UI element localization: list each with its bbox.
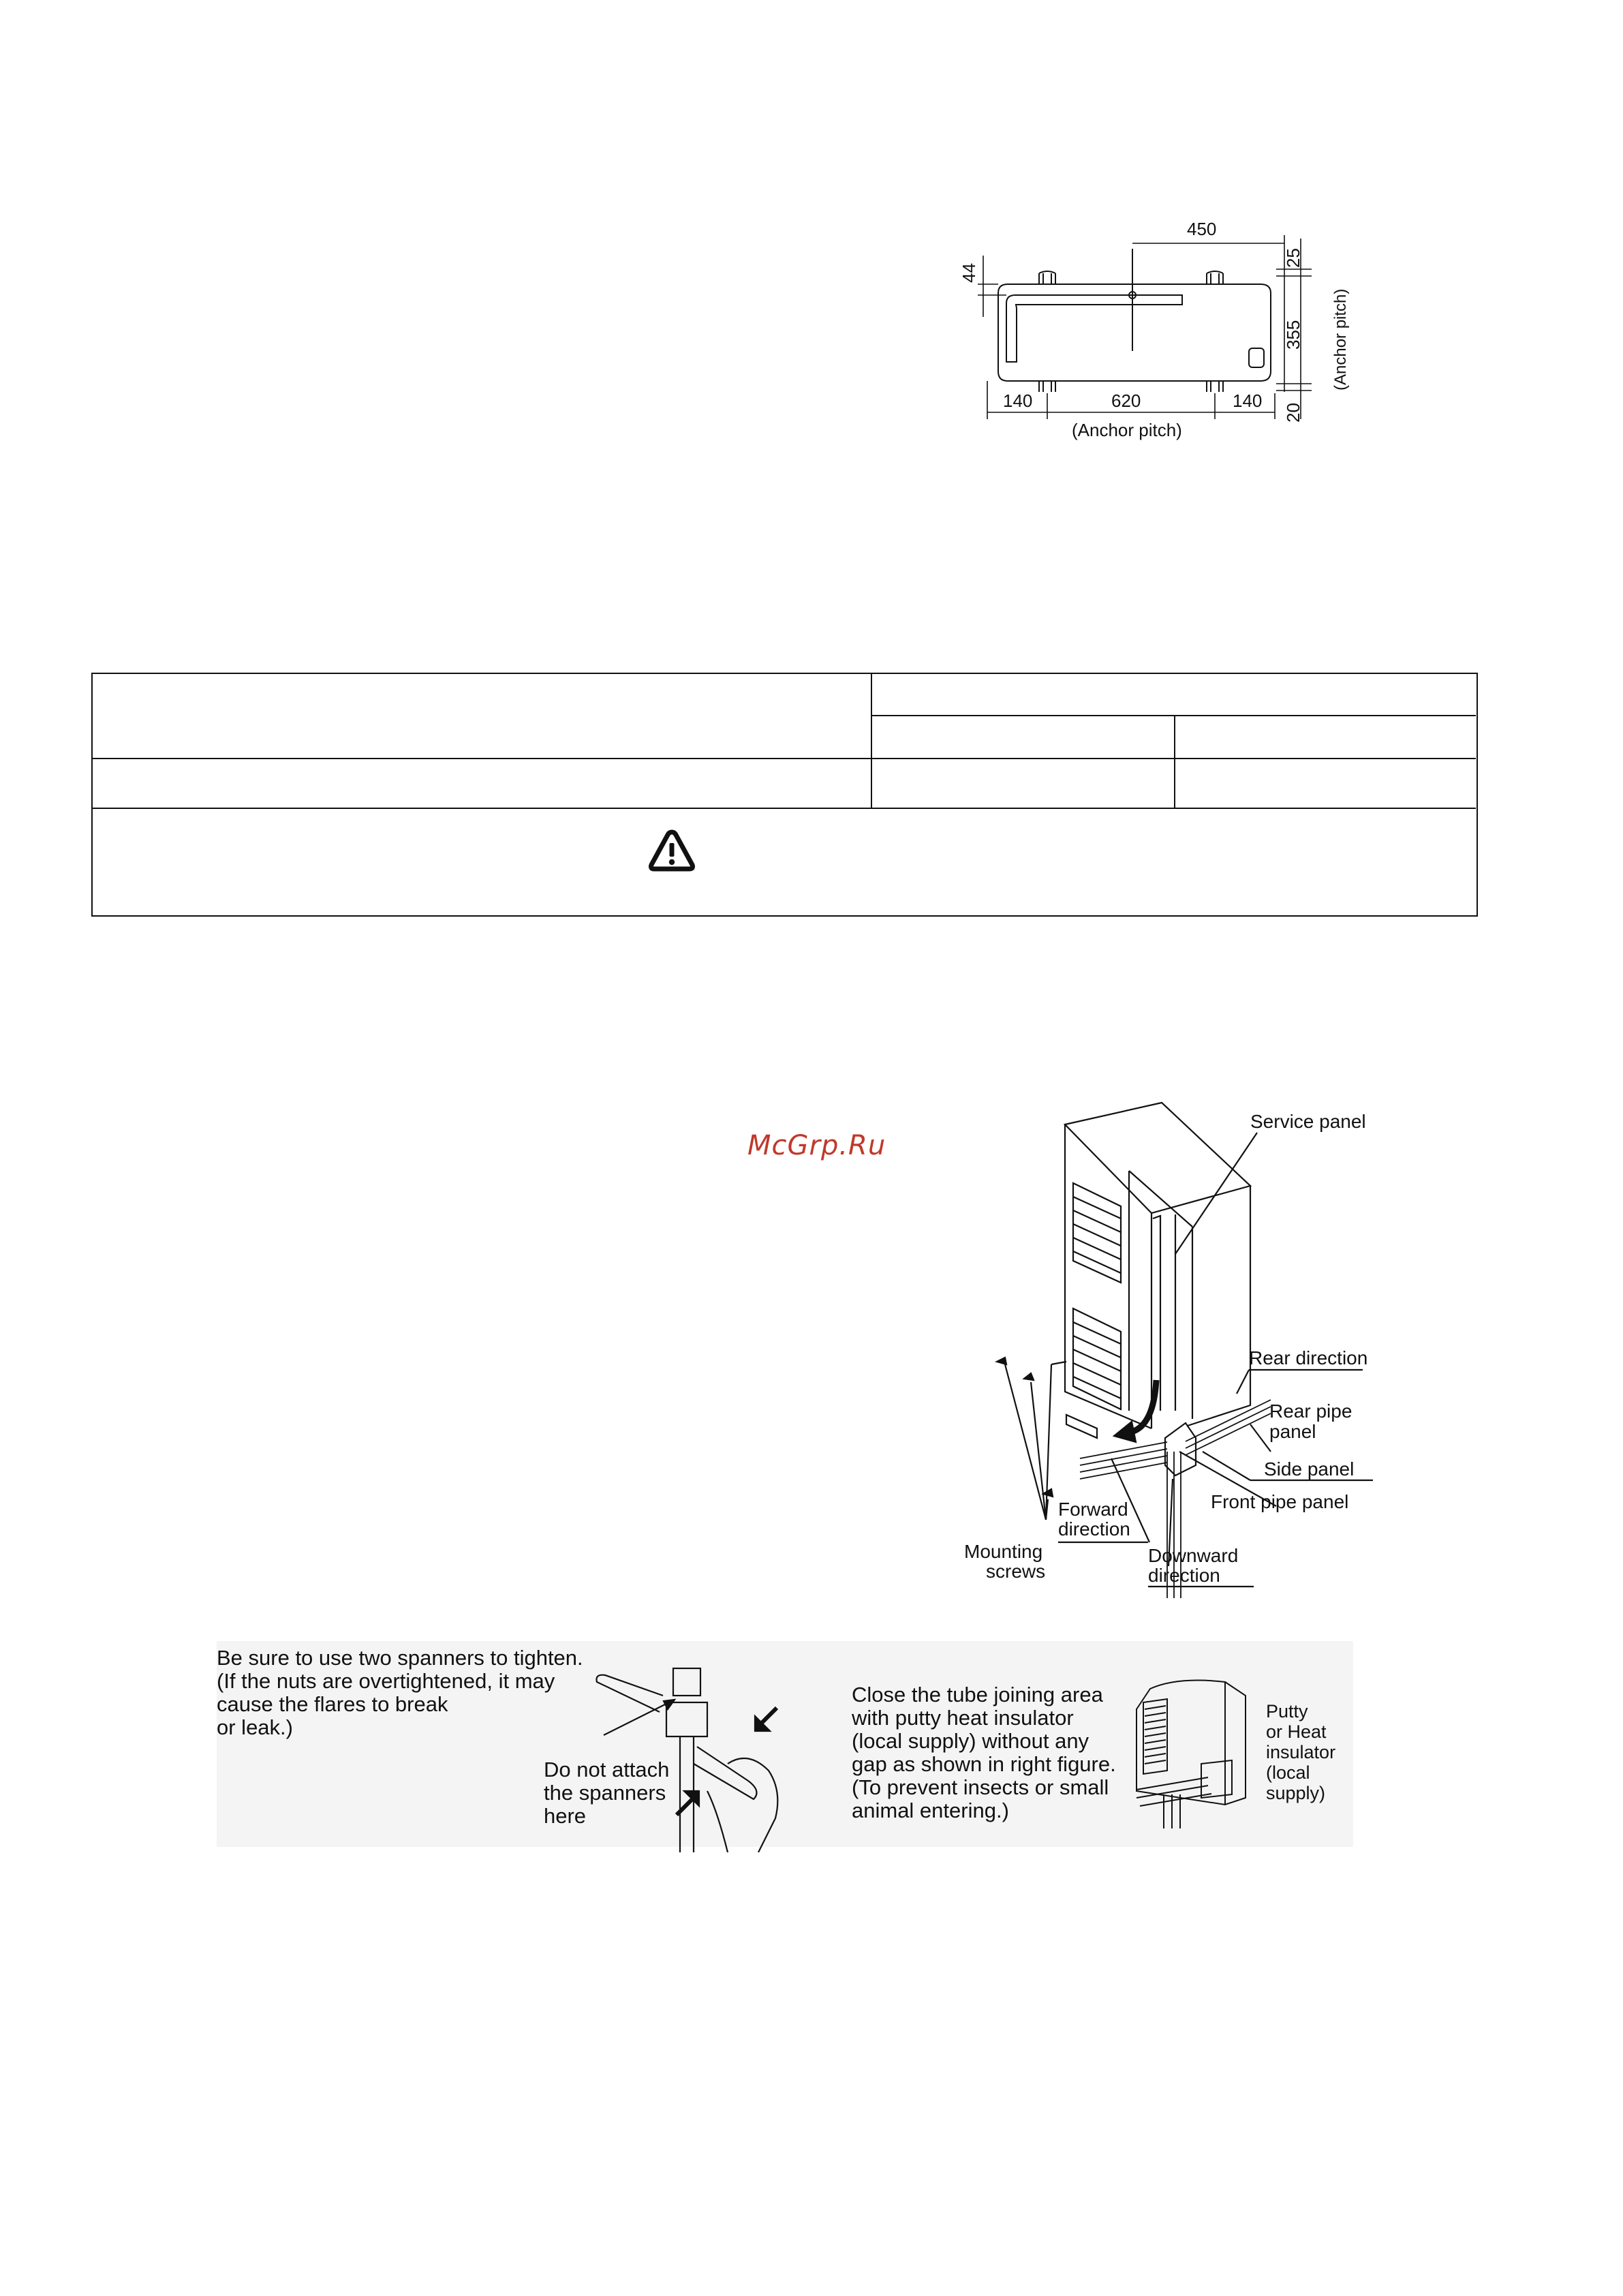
watermark-text: McGrp.Ru	[747, 1130, 886, 1161]
rear-pipe-panel-label-2: panel	[1269, 1421, 1316, 1442]
putty-heat-insulator-label: Putty or Heat insulator (local supply)	[1266, 1701, 1336, 1803]
spanner-instruction-text: Be sure to use two spanners to tighten. (If the nuts are overtightened, it may cause the flares to break or leak.)	[217, 1646, 583, 1739]
table-warning-cell	[93, 809, 1476, 915]
service-panel-label: Service panel	[1250, 1111, 1366, 1132]
dim-20: 20	[1283, 403, 1303, 423]
front-pipe-panel-label: Front pipe panel	[1211, 1491, 1349, 1512]
dim-620: 620	[1111, 391, 1141, 411]
putty-instruction-text: Close the tube joining area with putty heat insulator (local supply) without any gap as shown in right figure. (To prevent insects or small animal entering.)	[852, 1683, 1116, 1822]
dim-140-left: 140	[1003, 391, 1033, 411]
mounting-screws-label-2: screws	[986, 1561, 1046, 1582]
flare-tightening-panel	[217, 1641, 1353, 1847]
anchor-pitch-side-label: (Anchor pitch)	[1331, 288, 1350, 391]
table-header-left-cell	[93, 674, 872, 759]
table-subheader-col2-cell	[1175, 716, 1476, 759]
unit-piping-diagram	[950, 1097, 1400, 1598]
table-header-group-cell	[872, 674, 1476, 716]
rear-direction-label: Rear direction	[1249, 1347, 1368, 1368]
dim-44: 44	[959, 263, 979, 283]
mounting-screws-label-1: Mounting	[964, 1541, 1043, 1562]
dim-355: 355	[1283, 320, 1303, 350]
rear-pipe-panel-label-1: Rear pipe	[1269, 1400, 1352, 1422]
dim-450: 450	[1187, 219, 1217, 239]
spec-table	[91, 673, 1478, 917]
putty-insulator-illustration	[1123, 1675, 1256, 1832]
downward-direction-label-1: Downward	[1148, 1545, 1239, 1566]
dim-140-right: 140	[1233, 391, 1263, 411]
forward-direction-label-2: direction	[1058, 1518, 1130, 1540]
table-row-value2-cell	[1175, 759, 1476, 809]
table-subheader-col1-cell	[872, 716, 1175, 759]
table-row-value1-cell	[872, 759, 1175, 809]
forward-direction-label-1: Forward	[1058, 1499, 1128, 1520]
downward-direction-label-2: direction	[1148, 1565, 1220, 1586]
dim-25: 25	[1283, 248, 1303, 268]
warning-icon	[648, 828, 696, 873]
side-panel-label: Side panel	[1264, 1458, 1355, 1480]
anchor-pitch-bottom-label: (Anchor pitch)	[1072, 420, 1182, 440]
table-row-label-cell	[93, 759, 872, 809]
do-not-attach-text: Do not attach the spanners here	[544, 1758, 670, 1828]
anchor-pitch-diagram	[950, 215, 1387, 450]
